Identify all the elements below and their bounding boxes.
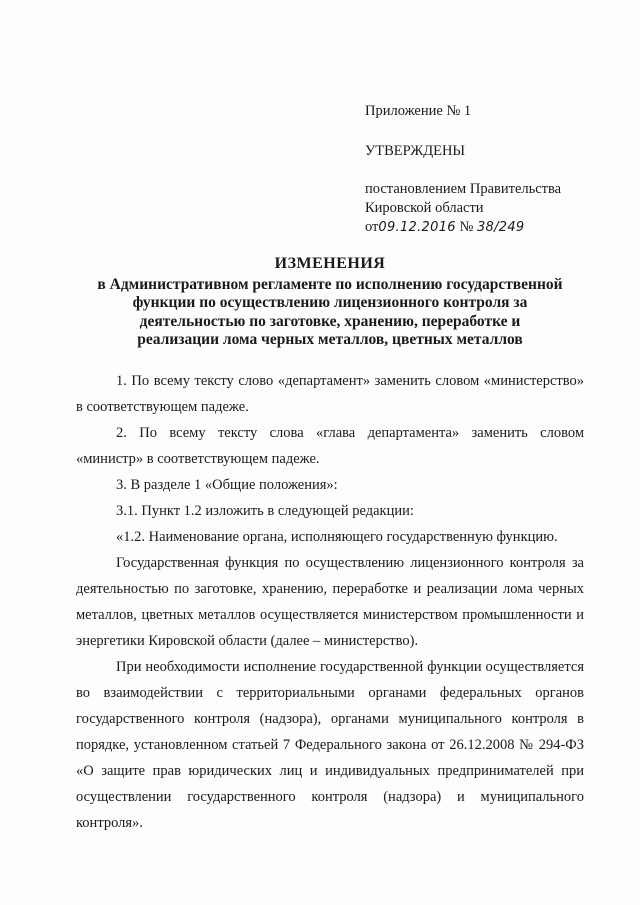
document-body [76,368,584,836]
resolution-date-number [365,218,605,237]
paragraph-1: 1. По всему тексту слово «департамент» заменить словом «министерство» в соответствующем падеже. [76,373,584,415]
resolution-line-1: постановлением Правительства [365,181,562,197]
paragraph-5: «1.2. Наименование органа, исполняющего государственную функцию. [116,529,558,545]
number-prefix: № [459,219,474,235]
title-main: ИЗМЕНЕНИЯ [274,255,386,272]
document-title [60,255,600,350]
handwritten-number: 38/249 [476,220,525,235]
approved-label: УТВЕРЖДЕНЫ [365,143,466,159]
appendix-label: Приложение № 1 [365,103,472,119]
title-line-3: деятельностью по заготовке, хранению, переработке и [139,312,521,330]
title-line-4: реализации лома черных металлов, цветных металлов [137,331,523,348]
approval-block [365,102,605,237]
paragraph-7: При необходимости исполнение государственной функции осуществляется во взаимодействии с территориальными органами федеральных органов государственного контроля (надзора), органами муниципального контроля в порядке, установленном статьей 7 Федерального закона от 26.12.2008 № 294-ФЗ «О защите прав юридических лиц и индивидуальных предпринимателей при осуществлении государственного контроля (надзора) и муниципального контроля». [76,659,584,831]
title-line-1: в Административном регламенте по исполнению государственной [97,275,563,293]
resolution-line-2: Кировской области [365,200,484,216]
handwritten-date: 09.12.2016 [378,220,456,235]
paragraph-6: Государственная функция по осуществлению лицензионного контроля за деятельностью по заготовке, хранению, переработке и реализации лома черных металлов, цветных металлов осуществляется министерством промышленности и энергетики Кировской области (далее – министерство). [76,555,584,649]
paragraph-4: 3.1. Пункт 1.2 изложить в следующей редакции: [116,503,414,519]
date-prefix: от [365,219,379,235]
paragraph-3: 3. В разделе 1 «Общие положения»: [116,477,338,493]
paragraph-2: 2. По всему тексту слова «глава департамента» заменить словом «министр» в соответствующем падеже. [76,425,584,467]
title-line-2: функции по осуществлению лицензионного контроля за [132,294,528,311]
